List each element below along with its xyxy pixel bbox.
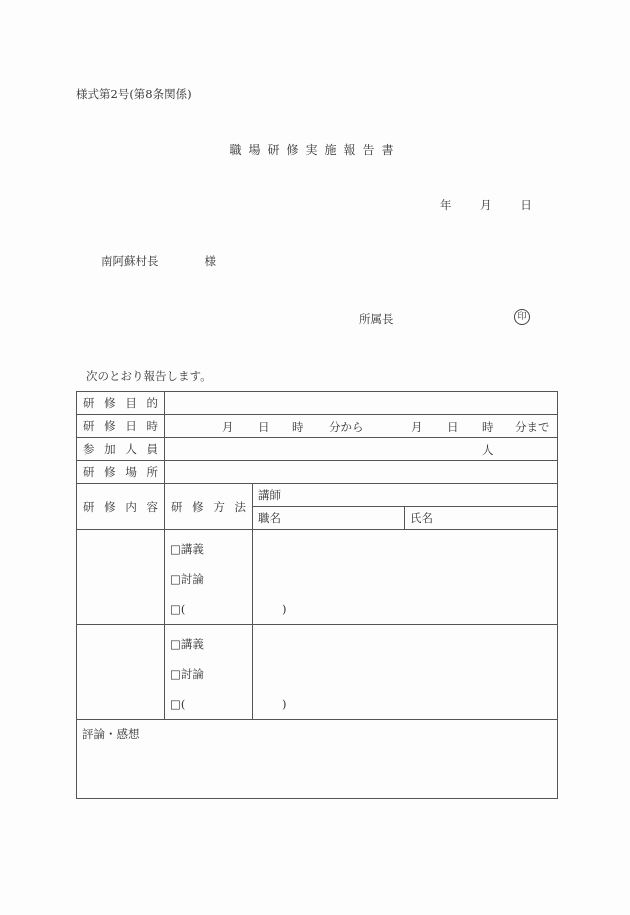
method-options-2 bbox=[165, 625, 287, 720]
date-year: 年 bbox=[440, 198, 452, 212]
row-participants bbox=[77, 438, 558, 461]
option-other[interactable]: □( ) bbox=[170, 602, 287, 616]
row-venue bbox=[77, 461, 558, 484]
addressee-honorific: 様 bbox=[204, 254, 216, 268]
position-field-2[interactable] bbox=[253, 625, 405, 720]
venue-label: 研 修 場 所 bbox=[77, 461, 165, 484]
content-block-1 bbox=[77, 530, 558, 625]
reporter-label: 所属長 bbox=[359, 312, 394, 326]
report-form-table bbox=[76, 391, 558, 799]
seal-icon: 印 bbox=[514, 309, 530, 325]
participants-unit: 人 bbox=[482, 443, 494, 457]
name-label: 氏名 bbox=[405, 507, 558, 530]
option-lecture[interactable]: □講義 bbox=[170, 637, 204, 651]
content-label: 研 修 内 容 bbox=[77, 484, 165, 530]
venue-field[interactable] bbox=[165, 461, 558, 484]
date-line bbox=[440, 197, 532, 213]
row-comments bbox=[77, 720, 558, 799]
purpose-field[interactable] bbox=[165, 392, 558, 415]
method-label: 研 修 方 法 bbox=[165, 484, 253, 530]
name-field-1[interactable] bbox=[405, 530, 558, 625]
intro-text: 次のとおり報告します。 bbox=[86, 369, 212, 383]
datetime-field[interactable]: 月 日 時 分から 月 日 時 分まで bbox=[165, 415, 558, 438]
method-options-1 bbox=[165, 530, 287, 625]
position-label: 職名 bbox=[253, 507, 405, 530]
datetime-label: 研 修 日 時 bbox=[77, 415, 165, 438]
option-lecture[interactable]: □講義 bbox=[170, 542, 204, 556]
option-other[interactable]: □( ) bbox=[170, 697, 287, 711]
form-number: 様式第2号(第8条関係) bbox=[76, 87, 192, 101]
option-discussion[interactable]: □討論 bbox=[170, 572, 204, 586]
document-title: 職場研修実施報告書 bbox=[229, 143, 401, 157]
option-discussion[interactable]: □討論 bbox=[170, 667, 204, 681]
participants-label: 参 加 人 員 bbox=[77, 438, 165, 461]
comments-field[interactable] bbox=[77, 720, 558, 799]
date-month: 月 bbox=[480, 198, 492, 212]
content-block-2 bbox=[77, 625, 558, 720]
name-field-2[interactable] bbox=[405, 625, 558, 720]
row-datetime bbox=[77, 415, 558, 438]
purpose-label: 研 修 目 的 bbox=[77, 392, 165, 415]
position-field-1[interactable] bbox=[253, 530, 405, 625]
content-field-1[interactable] bbox=[77, 530, 165, 625]
row-purpose bbox=[77, 392, 558, 415]
date-day: 日 bbox=[520, 198, 532, 212]
addressee-name: 南阿蘇村長 bbox=[101, 254, 159, 268]
instructor-label: 講師 bbox=[253, 484, 558, 507]
participants-field[interactable] bbox=[165, 438, 558, 461]
addressee bbox=[101, 253, 216, 269]
content-field-2[interactable] bbox=[77, 625, 165, 720]
comments-label: 評論・感想 bbox=[82, 727, 140, 741]
row-content-header-1 bbox=[77, 484, 558, 507]
